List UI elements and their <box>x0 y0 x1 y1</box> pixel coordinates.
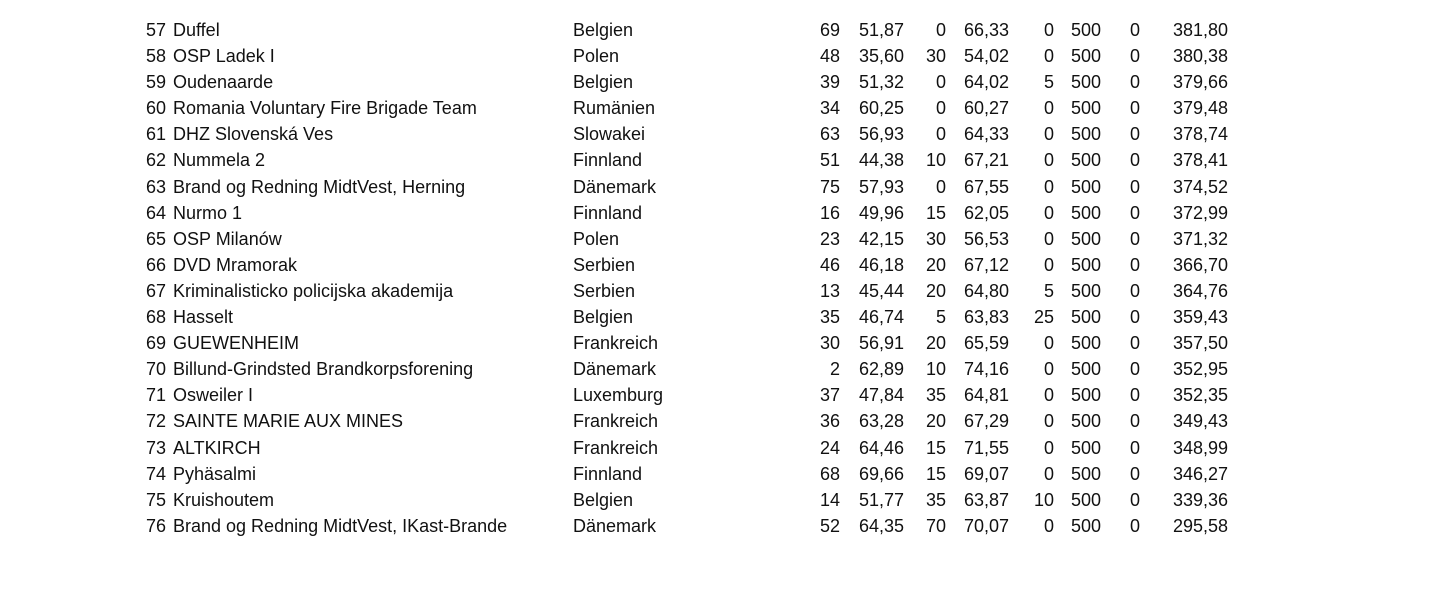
value-cell-4: 64,02 <box>963 72 1009 93</box>
team-name-cell: Romania Voluntary Fire Brigade Team <box>173 98 477 119</box>
country-cell: Belgien <box>573 72 634 93</box>
total-cell: 349,43 <box>1172 411 1228 432</box>
table-row <box>0 382 1440 408</box>
country-cell: Frankreich <box>573 437 659 458</box>
total-cell: 346,27 <box>1172 463 1228 484</box>
total-cell: 359,43 <box>1172 307 1228 328</box>
table-row <box>0 435 1440 461</box>
value-cell-6: 500 <box>1070 46 1101 67</box>
value-cell-6: 500 <box>1070 411 1101 432</box>
rank-cell: 64 <box>145 202 166 223</box>
rank-cell: 68 <box>145 307 166 328</box>
value-cell-1: 16 <box>819 202 840 223</box>
rank-cell: 66 <box>145 254 166 275</box>
rank-cell: 59 <box>145 72 166 93</box>
total-cell: 380,38 <box>1172 46 1228 67</box>
value-cell-5: 0 <box>1043 150 1054 171</box>
value-cell-4: 64,33 <box>963 124 1009 145</box>
value-cell-2: 56,91 <box>858 333 904 354</box>
value-cell-7: 0 <box>1129 463 1140 484</box>
rank-cell: 67 <box>145 280 166 301</box>
total-cell: 364,76 <box>1172 280 1228 301</box>
table-row <box>0 408 1440 434</box>
rank-cell: 74 <box>145 463 166 484</box>
value-cell-7: 0 <box>1129 98 1140 119</box>
value-cell-2: 62,89 <box>858 359 904 380</box>
value-cell-3: 35 <box>925 385 946 406</box>
value-cell-3: 10 <box>925 359 946 380</box>
country-cell: Slowakei <box>573 124 646 145</box>
value-cell-7: 0 <box>1129 437 1140 458</box>
value-cell-3: 0 <box>935 20 946 40</box>
value-cell-6: 500 <box>1070 515 1101 536</box>
value-cell-2: 46,18 <box>858 254 904 275</box>
value-cell-3: 30 <box>925 46 946 67</box>
value-cell-5: 5 <box>1043 72 1054 93</box>
table-row <box>0 252 1440 278</box>
value-cell-5: 0 <box>1043 124 1054 145</box>
value-cell-1: 39 <box>819 72 840 93</box>
country-cell: Dänemark <box>573 515 657 536</box>
value-cell-2: 56,93 <box>858 124 904 145</box>
value-cell-5: 0 <box>1043 359 1054 380</box>
value-cell-7: 0 <box>1129 359 1140 380</box>
value-cell-5: 0 <box>1043 411 1054 432</box>
value-cell-1: 51 <box>819 150 840 171</box>
value-cell-6: 500 <box>1070 463 1101 484</box>
value-cell-6: 500 <box>1070 307 1101 328</box>
country-cell: Finnland <box>573 463 643 484</box>
table-row <box>0 43 1440 69</box>
value-cell-3: 15 <box>925 202 946 223</box>
value-cell-5: 0 <box>1043 333 1054 354</box>
rank-cell: 73 <box>145 437 166 458</box>
rank-cell: 61 <box>145 124 166 145</box>
table-row <box>0 69 1440 95</box>
value-cell-4: 64,80 <box>963 280 1009 301</box>
value-cell-2: 60,25 <box>858 98 904 119</box>
total-cell: 378,74 <box>1172 124 1228 145</box>
value-cell-6: 500 <box>1070 98 1101 119</box>
value-cell-3: 30 <box>925 228 946 249</box>
value-cell-6: 500 <box>1070 280 1101 301</box>
value-cell-3: 20 <box>925 254 946 275</box>
value-cell-6: 500 <box>1070 489 1101 510</box>
table-row <box>0 121 1440 147</box>
value-cell-3: 0 <box>935 124 946 145</box>
value-cell-1: 52 <box>819 515 840 536</box>
table-row <box>0 304 1440 330</box>
value-cell-1: 2 <box>829 359 840 380</box>
value-cell-3: 20 <box>925 333 946 354</box>
team-name-cell: Billund-Grindsted Brandkorpsforening <box>173 359 474 380</box>
value-cell-1: 13 <box>819 280 840 301</box>
value-cell-4: 70,07 <box>963 515 1009 536</box>
value-cell-2: 51,87 <box>858 20 904 40</box>
value-cell-3: 0 <box>935 98 946 119</box>
value-cell-5: 0 <box>1043 20 1054 40</box>
value-cell-6: 500 <box>1070 359 1101 380</box>
value-cell-6: 500 <box>1070 228 1101 249</box>
value-cell-4: 66,33 <box>963 20 1009 40</box>
rank-cell: 57 <box>145 20 166 40</box>
value-cell-1: 23 <box>819 228 840 249</box>
value-cell-7: 0 <box>1129 150 1140 171</box>
value-cell-6: 500 <box>1070 20 1101 40</box>
team-name-cell: Brand og Redning MidtVest, Herning <box>173 176 466 197</box>
rank-cell: 76 <box>145 515 166 536</box>
country-cell: Frankreich <box>573 411 659 432</box>
value-cell-7: 0 <box>1129 72 1140 93</box>
value-cell-2: 69,66 <box>858 463 904 484</box>
country-cell: Polen <box>573 46 620 67</box>
value-cell-3: 0 <box>935 176 946 197</box>
value-cell-5: 0 <box>1043 515 1054 536</box>
table-row <box>0 200 1440 226</box>
value-cell-6: 500 <box>1070 254 1101 275</box>
value-cell-1: 75 <box>819 176 840 197</box>
table-row <box>0 356 1440 382</box>
value-cell-1: 35 <box>819 307 840 328</box>
rank-cell: 62 <box>145 150 166 171</box>
value-cell-4: 60,27 <box>963 98 1009 119</box>
value-cell-7: 0 <box>1129 46 1140 67</box>
total-cell: 352,35 <box>1172 385 1228 406</box>
team-name-cell: Pyhäsalmi <box>173 463 257 484</box>
country-cell: Dänemark <box>573 176 657 197</box>
value-cell-2: 42,15 <box>858 228 904 249</box>
value-cell-5: 0 <box>1043 254 1054 275</box>
value-cell-6: 500 <box>1070 176 1101 197</box>
value-cell-4: 62,05 <box>963 202 1009 223</box>
value-cell-1: 36 <box>819 411 840 432</box>
value-cell-5: 0 <box>1043 463 1054 484</box>
rank-cell: 71 <box>145 385 166 406</box>
total-cell: 371,32 <box>1172 228 1228 249</box>
country-cell: Dänemark <box>573 359 657 380</box>
value-cell-4: 74,16 <box>963 359 1009 380</box>
country-cell: Serbien <box>573 254 636 275</box>
value-cell-4: 67,12 <box>963 254 1009 275</box>
team-name-cell: Brand og Redning MidtVest, IKast-Brande <box>173 515 508 536</box>
rank-cell: 65 <box>145 228 166 249</box>
value-cell-2: 45,44 <box>858 280 904 301</box>
team-name-cell: ALTKIRCH <box>173 437 261 458</box>
rank-cell: 70 <box>145 359 166 380</box>
value-cell-6: 500 <box>1070 150 1101 171</box>
team-name-cell: Oudenaarde <box>173 72 274 93</box>
value-cell-1: 63 <box>819 124 840 145</box>
value-cell-5: 0 <box>1043 437 1054 458</box>
value-cell-2: 63,28 <box>858 411 904 432</box>
team-name-cell: Hasselt <box>173 307 234 328</box>
table-row <box>0 487 1440 513</box>
value-cell-1: 68 <box>819 463 840 484</box>
value-cell-4: 65,59 <box>963 333 1009 354</box>
total-cell: 372,99 <box>1172 202 1228 223</box>
value-cell-4: 67,55 <box>963 176 1009 197</box>
value-cell-1: 48 <box>819 46 840 67</box>
value-cell-3: 20 <box>925 411 946 432</box>
table-row <box>0 461 1440 487</box>
table-row <box>0 17 1440 43</box>
value-cell-1: 69 <box>819 20 840 40</box>
country-cell: Serbien <box>573 280 636 301</box>
value-cell-5: 25 <box>1033 307 1054 328</box>
value-cell-5: 5 <box>1043 280 1054 301</box>
country-cell: Belgien <box>573 20 634 40</box>
value-cell-4: 54,02 <box>963 46 1009 67</box>
value-cell-4: 69,07 <box>963 463 1009 484</box>
value-cell-7: 0 <box>1129 515 1140 536</box>
value-cell-4: 63,87 <box>963 489 1009 510</box>
value-cell-2: 47,84 <box>858 385 904 406</box>
value-cell-3: 0 <box>935 72 946 93</box>
value-cell-1: 30 <box>819 333 840 354</box>
value-cell-7: 0 <box>1129 411 1140 432</box>
rank-cell: 58 <box>145 46 166 67</box>
value-cell-7: 0 <box>1129 202 1140 223</box>
team-name-cell: Duffel <box>173 20 220 40</box>
value-cell-3: 15 <box>925 463 946 484</box>
team-name-cell: DVD Mramorak <box>173 254 298 275</box>
team-name-cell: GUEWENHEIM <box>173 333 299 354</box>
value-cell-4: 56,53 <box>963 228 1009 249</box>
country-cell: Belgien <box>573 489 634 510</box>
team-name-cell: OSP Ladek I <box>173 46 275 67</box>
rank-cell: 72 <box>145 411 166 432</box>
value-cell-7: 0 <box>1129 176 1140 197</box>
value-cell-3: 10 <box>925 150 946 171</box>
total-cell: 378,41 <box>1172 150 1228 171</box>
value-cell-2: 49,96 <box>858 202 904 223</box>
value-cell-3: 20 <box>925 280 946 301</box>
value-cell-2: 51,32 <box>858 72 904 93</box>
value-cell-4: 64,81 <box>963 385 1009 406</box>
table-row <box>0 278 1440 304</box>
value-cell-4: 67,21 <box>963 150 1009 171</box>
team-name-cell: DHZ Slovenská Ves <box>173 124 334 145</box>
value-cell-7: 0 <box>1129 20 1140 40</box>
value-cell-6: 500 <box>1070 202 1101 223</box>
total-cell: 339,36 <box>1172 489 1228 510</box>
team-name-cell: Kruishoutem <box>173 489 275 510</box>
value-cell-4: 63,83 <box>963 307 1009 328</box>
table-row <box>0 95 1440 121</box>
value-cell-2: 57,93 <box>858 176 904 197</box>
value-cell-1: 14 <box>819 489 840 510</box>
total-cell: 374,52 <box>1172 176 1228 197</box>
value-cell-1: 34 <box>819 98 840 119</box>
table-row <box>0 174 1440 200</box>
value-cell-5: 0 <box>1043 176 1054 197</box>
value-cell-3: 15 <box>925 437 946 458</box>
value-cell-2: 64,46 <box>858 437 904 458</box>
value-cell-6: 500 <box>1070 72 1101 93</box>
value-cell-2: 51,77 <box>858 489 904 510</box>
country-cell: Finnland <box>573 150 643 171</box>
team-name-cell: OSP Milanów <box>173 228 282 249</box>
country-cell: Polen <box>573 228 620 249</box>
value-cell-6: 500 <box>1070 437 1101 458</box>
value-cell-7: 0 <box>1129 254 1140 275</box>
value-cell-6: 500 <box>1070 333 1101 354</box>
value-cell-3: 70 <box>925 515 946 536</box>
value-cell-7: 0 <box>1129 489 1140 510</box>
value-cell-1: 24 <box>819 437 840 458</box>
table-row <box>0 330 1440 356</box>
value-cell-2: 44,38 <box>858 150 904 171</box>
value-cell-5: 10 <box>1033 489 1054 510</box>
total-cell: 352,95 <box>1172 359 1228 380</box>
value-cell-7: 0 <box>1129 280 1140 301</box>
country-cell: Finnland <box>573 202 643 223</box>
table-row <box>0 226 1440 252</box>
country-cell: Belgien <box>573 307 634 328</box>
country-cell: Luxemburg <box>573 385 664 406</box>
team-name-cell: Kriminalisticko policijska akademija <box>173 280 454 301</box>
value-cell-5: 0 <box>1043 46 1054 67</box>
country-cell: Frankreich <box>573 333 659 354</box>
value-cell-5: 0 <box>1043 202 1054 223</box>
total-cell: 357,50 <box>1172 333 1228 354</box>
value-cell-7: 0 <box>1129 333 1140 354</box>
value-cell-3: 35 <box>925 489 946 510</box>
total-cell: 379,66 <box>1172 72 1228 93</box>
team-name-cell: Osweiler I <box>173 385 254 406</box>
team-name-cell: SAINTE MARIE AUX MINES <box>173 411 404 432</box>
value-cell-4: 67,29 <box>963 411 1009 432</box>
value-cell-5: 0 <box>1043 98 1054 119</box>
value-cell-6: 500 <box>1070 385 1101 406</box>
rank-cell: 63 <box>145 176 166 197</box>
value-cell-3: 5 <box>935 307 946 328</box>
value-cell-1: 46 <box>819 254 840 275</box>
country-cell: Rumänien <box>573 98 656 119</box>
value-cell-2: 64,35 <box>858 515 904 536</box>
value-cell-7: 0 <box>1129 228 1140 249</box>
total-cell: 295,58 <box>1172 515 1228 536</box>
value-cell-4: 71,55 <box>963 437 1009 458</box>
value-cell-6: 500 <box>1070 124 1101 145</box>
value-cell-7: 0 <box>1129 307 1140 328</box>
value-cell-7: 0 <box>1129 124 1140 145</box>
total-cell: 366,70 <box>1172 254 1228 275</box>
value-cell-2: 46,74 <box>858 307 904 328</box>
value-cell-7: 0 <box>1129 385 1140 406</box>
value-cell-5: 0 <box>1043 385 1054 406</box>
rank-cell: 75 <box>145 489 166 510</box>
total-cell: 348,99 <box>1172 437 1228 458</box>
rank-cell: 69 <box>145 333 166 354</box>
value-cell-5: 0 <box>1043 228 1054 249</box>
rank-cell: 60 <box>145 98 166 119</box>
team-name-cell: Nurmo 1 <box>173 202 243 223</box>
table-row <box>0 513 1440 539</box>
table-row <box>0 147 1440 173</box>
value-cell-1: 37 <box>819 385 840 406</box>
total-cell: 379,48 <box>1172 98 1228 119</box>
team-name-cell: Nummela 2 <box>173 150 266 171</box>
total-cell: 381,80 <box>1172 20 1228 40</box>
value-cell-2: 35,60 <box>858 46 904 67</box>
results-table <box>0 17 1440 539</box>
